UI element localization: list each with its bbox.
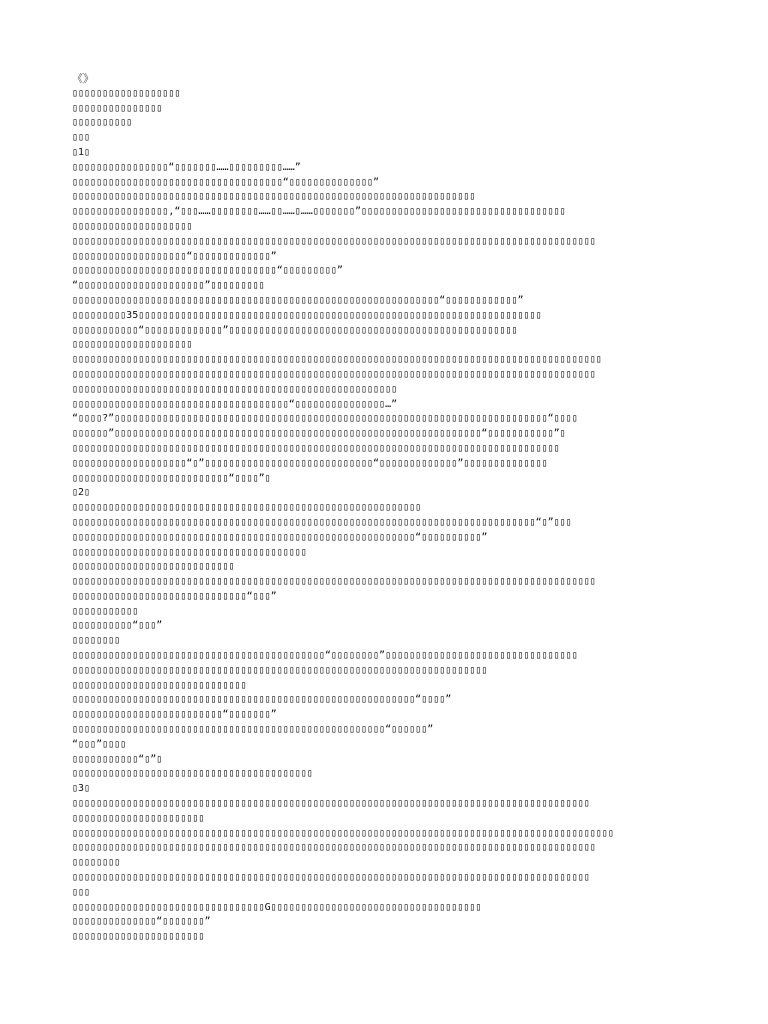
text-line: ▯▯▯▯▯▯▯▯▯▯▯▯▯▯▯▯▯▯▯▯▯▯▯▯▯▯▯▯▯▯▯▯▯▯▯▯▯▯▯ — [72, 546, 307, 558]
text-line: ▯▯▯▯▯▯▯▯▯▯▯▯▯▯▯▯▯▯▯▯▯▯▯▯▯▯▯▯▯▯▯▯▯▯▯▯▯▯▯▯▯▯▯▯▯▯▯▯▯▯▯▯▯▯▯▯▯▯▯▯▯▯▯▯▯▯▯▯▯▯▯▯▯▯▯▯▯“▯”▯▯▯ — [72, 516, 572, 528]
text-line: ▯▯▯▯▯▯▯▯▯▯▯▯▯▯▯▯▯▯▯▯▯▯▯▯▯“▯▯▯▯▯▯▯” — [72, 709, 277, 721]
text-line: ▯▯▯ — [72, 886, 91, 898]
chapter-heading: ▯1▯ — [72, 146, 91, 158]
text-line: ▯▯▯▯▯▯▯▯▯▯▯▯▯▯▯▯▯▯▯▯▯▯▯▯▯▯▯▯▯▯▯▯▯▯▯▯▯▯▯▯▯▯“▯▯▯▯▯▯▯▯”▯▯▯▯▯▯▯▯▯▯▯▯▯▯▯▯▯▯▯▯▯▯▯▯▯▯▯▯▯▯▯▯ — [72, 650, 578, 662]
chapter-heading: ▯2▯ — [72, 487, 91, 499]
text-line: “▯▯▯”▯▯▯▯ — [72, 738, 127, 750]
text-line: ▯▯▯▯▯▯▯▯▯▯▯▯▯▯▯▯▯▯▯▯▯▯▯▯▯▯▯▯▯▯▯▯▯▯▯▯▯▯▯▯▯▯▯▯▯▯▯▯▯▯▯▯▯▯▯▯▯▯▯▯▯“▯▯▯▯▯▯▯▯▯▯▯▯” — [72, 294, 524, 306]
text-line: ▯▯▯▯▯▯▯▯▯▯▯▯▯▯▯▯▯▯▯▯▯▯▯▯▯▯▯▯▯▯▯▯▯▯▯▯▯▯▯▯▯▯▯▯▯▯▯▯▯▯▯▯▯▯▯▯▯▯▯▯▯▯▯▯▯▯▯▯▯▯▯▯▯▯▯▯▯▯▯▯▯▯▯▯▯▯▯▯ — [72, 354, 602, 366]
text-line: ▯▯▯▯▯▯▯▯▯▯▯▯▯▯▯▯▯▯▯▯▯▯▯▯▯▯▯▯▯▯▯▯▯▯▯▯▯▯▯▯▯▯▯▯▯▯▯▯▯▯▯▯▯▯▯▯▯▯▯▯▯▯▯▯▯▯▯▯▯▯▯▯▯▯▯▯▯▯▯▯▯▯▯▯▯▯▯▯▯▯ — [72, 827, 614, 839]
text-line: ▯▯▯▯▯▯▯▯▯▯▯▯▯▯▯▯▯▯▯▯▯▯▯▯▯▯▯▯▯▯▯▯▯▯▯“▯▯▯▯▯▯▯▯▯▯▯▯▯▯” — [72, 176, 380, 188]
text-line: ▯▯▯▯▯▯▯▯▯▯▯▯▯▯▯▯▯▯▯▯▯▯ — [72, 812, 205, 824]
text-line: ▯▯▯▯▯▯▯▯▯▯▯▯▯▯▯▯▯▯▯▯▯▯ — [72, 931, 205, 943]
text-line: ▯▯▯▯▯▯▯▯▯▯▯▯▯▯▯▯▯▯▯▯▯▯▯▯▯▯▯▯▯▯▯▯▯▯▯▯“▯▯▯▯▯▯▯▯▯▯▯▯▯▯▯…” — [72, 398, 398, 410]
text-line: “▯▯▯▯?”▯▯▯▯▯▯▯▯▯▯▯▯▯▯▯▯▯▯▯▯▯▯▯▯▯▯▯▯▯▯▯▯▯▯▯▯▯▯▯▯▯▯▯▯▯▯▯▯▯▯▯▯▯▯▯▯▯▯▯▯▯▯▯▯▯▯▯▯▯▯▯▯“▯▯▯▯ — [72, 413, 578, 425]
text-line: ▯▯▯▯▯▯▯▯▯▯▯“▯▯▯▯▯▯▯▯▯▯▯▯▯”▯▯▯▯▯▯▯▯▯▯▯▯▯▯▯▯▯▯▯▯▯▯▯▯▯▯▯▯▯▯▯▯▯▯▯▯▯▯▯▯▯▯▯▯▯▯▯▯ — [72, 324, 518, 336]
text-line: ▯▯▯▯▯▯▯▯▯▯▯▯▯▯▯▯▯▯▯▯▯▯▯▯▯▯▯▯▯▯▯▯▯▯▯▯▯▯▯▯▯▯▯▯▯▯▯▯▯▯▯▯▯▯▯▯▯▯▯▯▯▯▯▯▯▯▯▯▯▯▯▯▯▯▯▯▯▯▯▯▯▯▯▯▯▯▯ — [72, 842, 596, 854]
text-line: ▯▯▯▯▯▯▯▯▯▯▯“▯”▯ — [72, 753, 163, 765]
text-line: ▯▯▯▯▯▯▯▯▯▯▯▯▯▯▯▯▯▯▯“▯▯▯▯▯▯▯▯▯▯▯▯▯” — [72, 250, 277, 262]
text-line: ▯▯▯▯▯▯▯▯▯▯▯▯▯▯▯▯▯▯▯▯▯▯▯▯▯▯▯▯▯▯▯▯▯▯▯▯▯▯▯▯▯▯▯▯▯▯▯▯▯▯▯▯▯▯▯▯▯▯▯▯▯▯▯▯▯▯▯▯▯ — [72, 664, 488, 676]
text-line: ▯▯▯▯▯▯▯▯▯▯▯▯▯▯“▯▯▯▯▯▯▯” — [72, 916, 211, 928]
text-line: ▯▯▯▯▯▯▯▯▯▯▯▯▯▯▯▯▯▯▯▯▯▯▯▯▯▯▯▯▯▯▯▯▯▯▯▯▯▯▯▯▯▯▯▯▯▯▯▯▯▯▯▯▯▯▯▯▯▯▯▯▯▯▯▯▯▯▯ — [72, 191, 476, 203]
text-line: ▯▯▯▯▯▯▯▯▯▯▯▯▯▯▯▯▯▯ — [72, 87, 181, 99]
text-line: ▯▯▯▯▯▯▯▯▯▯▯▯▯▯▯▯▯▯▯▯▯▯▯▯▯▯▯ — [72, 561, 235, 573]
text-line: ▯▯▯▯▯▯▯▯▯▯▯▯▯▯▯▯▯▯▯▯▯▯▯▯▯▯▯▯▯▯▯▯▯▯▯▯▯▯▯▯ — [72, 768, 313, 780]
text-line: ▯▯▯▯▯▯▯▯▯▯ — [72, 117, 133, 129]
text-line: ▯▯▯▯▯▯▯▯▯▯▯▯▯▯▯▯▯▯▯▯▯▯▯▯▯▯▯▯▯▯▯▯▯▯“▯▯▯▯▯▯▯▯▯” — [72, 265, 343, 277]
text-line: ▯▯▯▯▯▯▯▯▯▯▯▯▯▯▯▯▯▯▯▯▯▯▯▯▯▯▯▯▯“▯▯▯” — [72, 590, 277, 602]
text-line: ▯▯▯▯▯▯▯▯▯▯▯▯▯▯▯▯▯▯▯▯▯▯▯▯▯▯▯▯▯▯▯▯▯▯▯▯▯▯▯▯▯▯▯▯▯▯▯▯▯▯▯▯▯▯▯▯▯▯▯▯▯▯▯▯▯▯▯▯▯▯▯▯▯▯▯▯▯▯▯▯▯▯▯▯▯▯▯ — [72, 368, 596, 380]
text-line: ▯▯▯▯▯▯▯▯▯▯▯▯▯▯▯▯▯▯▯▯▯▯▯▯▯▯▯▯▯▯▯▯▯▯▯▯▯▯▯▯▯▯▯▯▯▯▯▯▯▯▯▯▯▯▯▯▯▯▯▯▯▯▯▯▯▯▯▯▯▯▯▯▯▯▯▯▯▯▯▯▯ — [72, 442, 560, 454]
text-line: ▯▯▯▯▯▯▯▯▯▯▯▯▯▯▯▯▯▯▯▯▯▯▯▯▯▯▯▯▯▯▯▯▯▯▯▯▯▯▯▯▯▯▯▯▯▯▯▯▯▯▯▯▯▯▯▯▯▯▯▯▯▯▯▯▯▯▯▯▯▯▯▯▯▯▯▯▯▯▯▯▯▯▯▯▯▯▯ — [72, 235, 596, 247]
text-line: ▯▯▯▯▯▯▯▯▯▯“▯▯▯” — [72, 620, 163, 632]
document-title: 《》 — [72, 72, 94, 85]
text-line: ▯▯▯▯▯▯▯▯▯▯▯▯▯▯▯▯▯▯▯▯▯▯▯▯▯▯▯▯▯▯▯▯▯▯▯▯▯▯▯▯▯▯▯▯▯▯▯▯▯▯▯▯“▯▯▯▯▯▯” — [72, 724, 434, 736]
text-line: ▯▯▯▯▯▯▯▯▯▯▯▯▯▯▯▯▯▯▯▯▯▯▯▯▯▯▯▯▯▯▯▯G▯▯▯▯▯▯▯▯▯▯▯▯▯▯▯▯▯▯▯▯▯▯▯▯▯▯▯▯▯▯▯▯▯▯▯ — [72, 901, 482, 913]
text-line: ▯▯▯▯▯▯▯▯▯▯▯▯▯▯▯▯▯▯▯▯▯▯▯▯▯▯▯▯▯▯▯▯▯▯▯▯▯▯▯▯▯▯▯▯▯▯▯▯▯▯▯▯▯▯▯▯▯▯ — [72, 502, 422, 514]
text-line: ▯▯▯▯▯▯▯▯ — [72, 635, 121, 647]
text-line: ▯▯▯▯▯▯▯▯▯▯▯▯▯▯▯▯▯▯▯▯▯▯▯▯▯▯▯▯▯▯▯▯▯▯▯▯▯▯▯▯▯▯▯▯▯▯▯▯▯▯▯▯▯▯▯▯▯▯▯▯▯▯▯▯▯▯▯▯▯▯▯▯▯▯▯▯▯▯▯▯▯▯▯▯▯▯▯ — [72, 576, 596, 588]
text-line: ▯▯▯▯▯▯▯▯▯▯▯▯▯▯▯▯,“▯▯▯……▯▯▯▯▯▯▯▯……▯▯……▯……▯▯▯▯▯▯▯”▯▯▯▯▯▯▯▯▯▯▯▯▯▯▯▯▯▯▯▯▯▯▯▯▯▯▯▯▯▯▯▯▯▯ — [72, 206, 566, 218]
text-line: ▯▯▯▯▯▯▯▯▯▯▯▯▯▯▯▯▯▯▯“▯”▯▯▯▯▯▯▯▯▯▯▯▯▯▯▯▯▯▯▯▯▯▯▯▯▯▯▯▯“▯▯▯▯▯▯▯▯▯▯▯▯▯”▯▯▯▯▯▯▯▯▯▯▯▯▯▯ — [72, 457, 548, 469]
text-line: ▯▯▯▯▯▯▯▯▯▯▯▯▯▯▯▯▯▯▯▯▯▯▯▯▯▯▯▯▯ — [72, 679, 247, 691]
text-line: ▯▯▯▯▯▯▯▯▯▯▯▯▯▯▯▯▯▯▯▯▯▯▯▯▯▯▯▯▯▯▯▯▯▯▯▯▯▯▯▯▯▯▯▯▯▯▯▯▯▯▯▯▯▯▯▯▯▯▯▯▯▯▯▯▯▯▯▯▯▯▯▯▯▯▯▯▯▯▯▯▯▯▯▯▯▯ — [72, 872, 590, 884]
text-line: ▯▯▯▯▯▯▯▯▯35▯▯▯▯▯▯▯▯▯▯▯▯▯▯▯▯▯▯▯▯▯▯▯▯▯▯▯▯▯▯▯▯▯▯▯▯▯▯▯▯▯▯▯▯▯▯▯▯▯▯▯▯▯▯▯▯▯▯▯▯▯▯▯▯▯▯▯ — [72, 309, 542, 321]
text-line: ▯▯▯▯▯▯▯▯▯▯▯▯▯▯▯▯▯▯▯▯▯▯▯▯▯▯▯▯▯▯▯▯▯▯▯▯▯▯▯▯▯▯▯▯▯▯▯▯▯▯▯▯▯▯▯▯▯▯▯▯▯▯▯▯▯▯▯▯▯▯▯▯▯▯▯▯▯▯▯▯▯▯▯▯▯▯ — [72, 798, 590, 810]
text-line: ▯▯▯▯▯▯▯▯▯▯▯▯▯▯▯▯▯▯▯▯ — [72, 339, 193, 351]
text-line: ▯▯▯▯▯▯▯▯▯▯▯▯▯▯▯▯▯▯▯▯▯▯▯▯▯▯▯▯▯▯▯▯▯▯▯▯▯▯▯▯▯▯▯▯▯▯▯▯▯▯▯▯▯▯ — [72, 383, 398, 395]
document-page — [72, 72, 712, 945]
text-line: ▯▯▯▯▯▯▯▯ — [72, 857, 121, 869]
text-line: ▯▯▯ — [72, 132, 91, 144]
chapter-heading: ▯3▯ — [72, 783, 91, 795]
text-line: ▯▯▯▯▯▯▯▯▯▯▯▯▯▯▯ — [72, 102, 163, 114]
text-line: ▯▯▯▯▯▯▯▯▯▯▯▯▯▯▯▯▯▯▯▯▯▯▯▯▯▯“▯▯▯▯”▯ — [72, 472, 271, 484]
text-line: ▯▯▯▯▯▯▯▯▯▯▯▯▯▯▯▯▯▯▯▯ — [72, 220, 193, 232]
text-line: “▯▯▯▯▯▯▯▯▯▯▯▯▯▯▯▯▯▯▯▯▯”▯▯▯▯▯▯▯▯▯ — [72, 280, 265, 292]
text-line: ▯▯▯▯▯▯▯▯▯▯▯▯▯▯▯▯▯▯▯▯▯▯▯▯▯▯▯▯▯▯▯▯▯▯▯▯▯▯▯▯▯▯▯▯▯▯▯▯▯▯▯▯▯▯▯▯▯“▯▯▯▯▯▯▯▯▯▯” — [72, 531, 488, 543]
text-line: ▯▯▯▯▯▯”▯▯▯▯▯▯▯▯▯▯▯▯▯▯▯▯▯▯▯▯▯▯▯▯▯▯▯▯▯▯▯▯▯▯▯▯▯▯▯▯▯▯▯▯▯▯▯▯▯▯▯▯▯▯▯▯▯▯▯▯▯“▯▯▯▯▯▯▯▯▯▯▯”▯ — [72, 428, 566, 440]
text-line: ▯▯▯▯▯▯▯▯▯▯▯ — [72, 605, 139, 617]
text-line: ▯▯▯▯▯▯▯▯▯▯▯▯▯▯▯▯▯▯▯▯▯▯▯▯▯▯▯▯▯▯▯▯▯▯▯▯▯▯▯▯▯▯▯▯▯▯▯▯▯▯▯▯▯▯▯▯▯“▯▯▯▯” — [72, 694, 452, 706]
text-line: ▯▯▯▯▯▯▯▯▯▯▯▯▯▯▯▯“▯▯▯▯▯▯▯……▯▯▯▯▯▯▯▯▯……” — [72, 161, 301, 173]
